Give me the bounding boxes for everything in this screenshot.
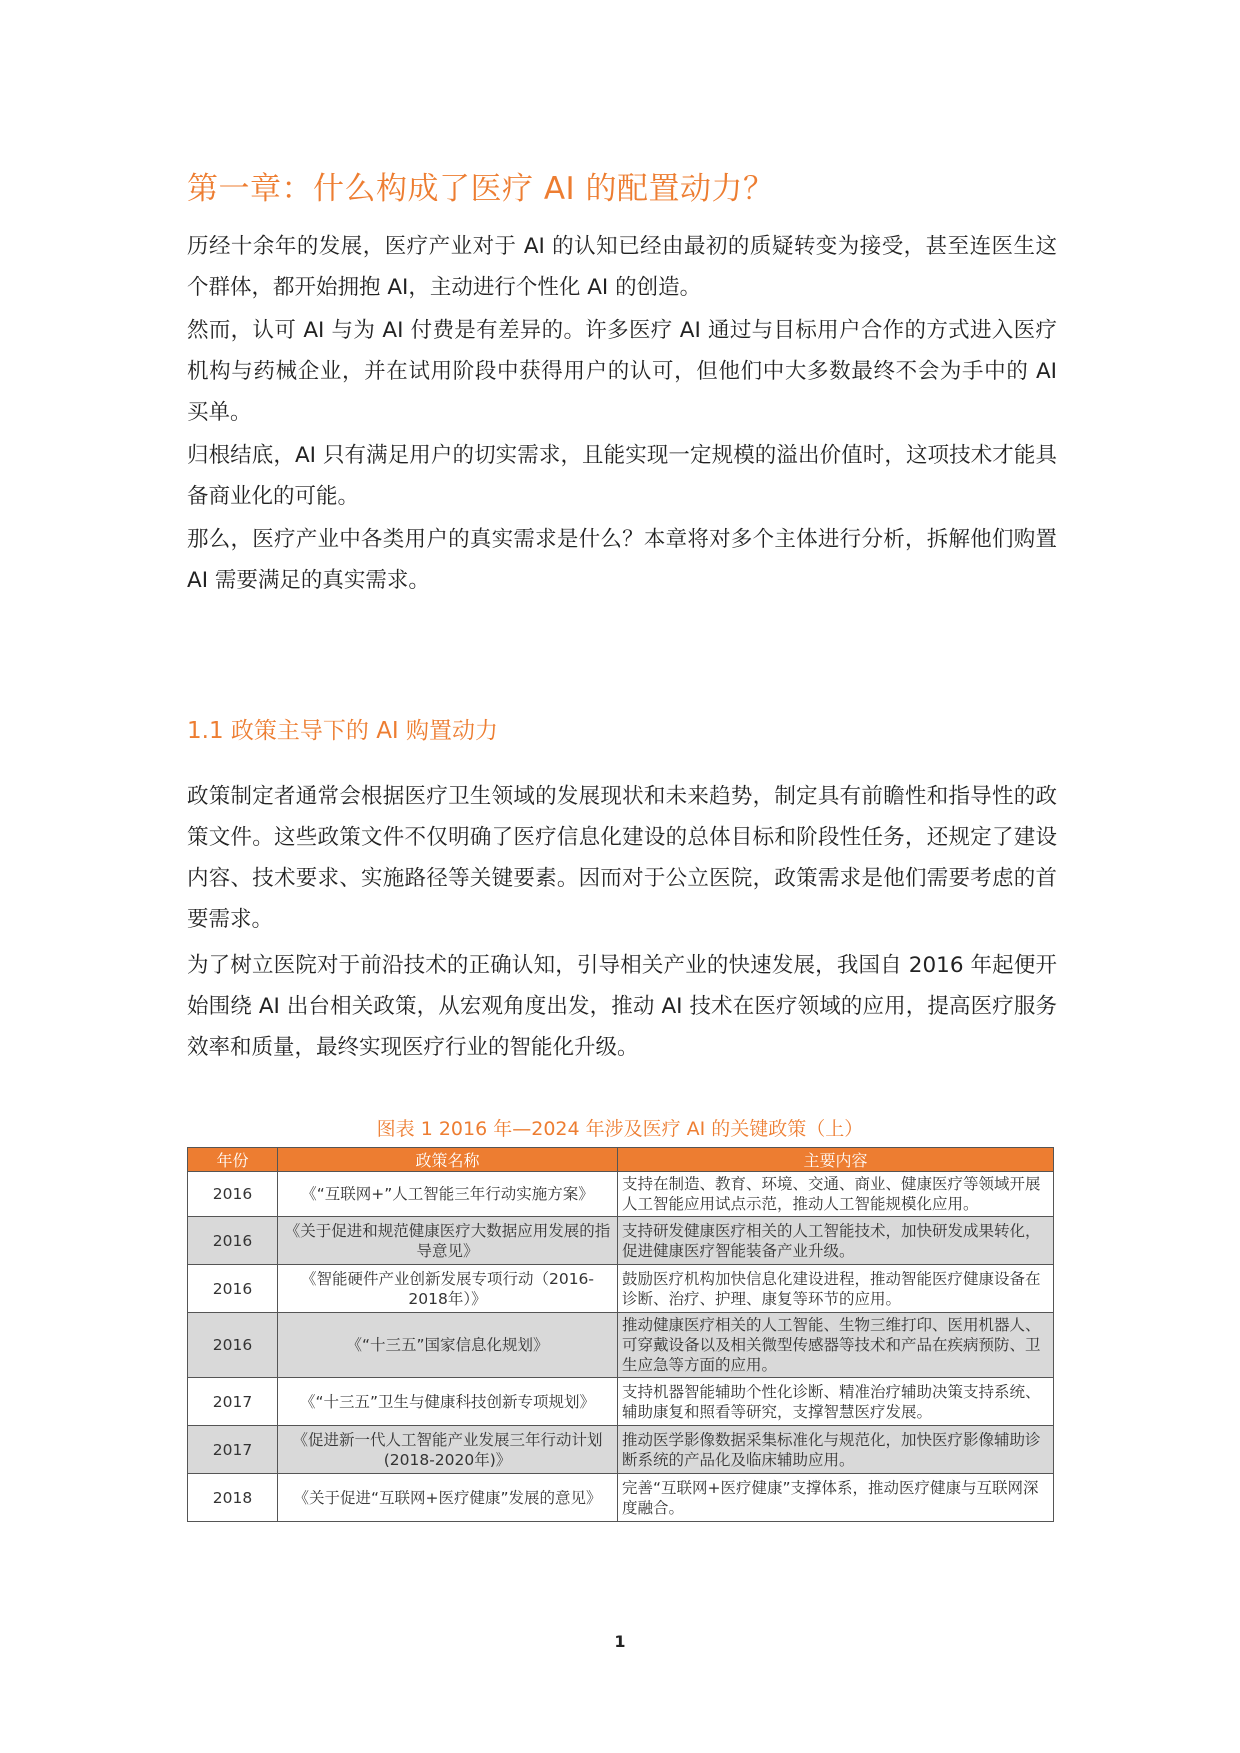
cell-policy-name: 《关于促进和规范健康医疗大数据应用发展的指导意见》: [278, 1217, 618, 1265]
cell-content: 鼓励医疗机构加快信息化建设进程，推动智能医疗健康设备在诊断、治疗、护理、康复等环节的应用。: [618, 1265, 1054, 1313]
cell-policy-name: 《智能硬件产业创新发展专项行动（2016-2018年）》: [278, 1265, 618, 1313]
cell-year: 2017: [188, 1378, 278, 1426]
cell-policy-name: 《促进新一代人工智能产业发展三年行动计划(2018-2020年)》: [278, 1426, 618, 1474]
cell-policy-name: 《“十三五”卫生与健康科技创新专项规划》: [278, 1378, 618, 1426]
page-number: 1: [614, 1632, 626, 1651]
table-row: [188, 1426, 1054, 1474]
paragraph: 那么，医疗产业中各类用户的真实需求是什么？本章将对多个主体进行分析，拆解他们购置 AI 需要满足的真实需求。: [187, 527, 1057, 593]
cell-year: 2017: [188, 1426, 278, 1474]
cell-content: 推动健康医疗相关的人工智能、生物三维打印、医用机器人、可穿戴设备以及相关微型传感器等技术和产品在疾病预防、卫生应急等方面的应用。: [618, 1313, 1054, 1378]
section-title: 1.1 政策主导下的 AI 购置动力: [187, 718, 499, 744]
cell-year: 2016: [188, 1265, 278, 1313]
paragraph: 归根结底，AI 只有满足用户的切实需求，且能实现一定规模的溢出价值时，这项技术才能具备商业化的可能。: [187, 443, 1057, 509]
cell-year: 2018: [188, 1474, 278, 1522]
table-row: [188, 1313, 1054, 1378]
cell-policy-name: 《“互联网+”人工智能三年行动实施方案》: [278, 1172, 618, 1217]
cell-year: 2016: [188, 1313, 278, 1378]
cell-content: 支持研发健康医疗相关的人工智能技术，加快研发成果转化，促进健康医疗智能装备产业升级。: [618, 1217, 1054, 1265]
header-policy-name: 政策名称: [278, 1148, 618, 1172]
table-row: [188, 1172, 1054, 1217]
header-year: 年份: [188, 1148, 278, 1172]
cell-policy-name: 《关于促进“互联网+医疗健康”发展的意见》: [278, 1474, 618, 1522]
table-row: [188, 1378, 1054, 1426]
cell-year: 2016: [188, 1217, 278, 1265]
paragraph: 然而，认可 AI 与为 AI 付费是有差异的。许多医疗 AI 通过与目标用户合作的方式进入医疗机构与药械企业，并在试用阶段中获得用户的认可，但他们中大多数最终不会为手中的 AI 买单。: [187, 318, 1057, 425]
table-header-row: [188, 1148, 1054, 1172]
cell-content: 支持在制造、教育、环境、交通、商业、健康医疗等领域开展人工智能应用试点示范，推动人工智能规模化应用。: [618, 1172, 1054, 1217]
table-row: [188, 1474, 1054, 1522]
cell-content: 完善“互联网+医疗健康”支撑体系，推动医疗健康与互联网深度融合。: [618, 1474, 1054, 1522]
table-row: [188, 1217, 1054, 1265]
paragraph: 为了树立医院对于前沿技术的正确认知，引导相关产业的快速发展，我国自 2016 年起便开始围绕 AI 出台相关政策，从宏观角度出发，推动 AI 技术在医疗领域的应用，提高医疗服务效率和质量，最终实现医疗行业的智能化升级。: [187, 953, 1057, 1060]
table-caption: 图表 1 2016 年—2024 年涉及医疗 AI 的关键政策（上）: [376, 1118, 864, 1140]
cell-content: 支持机器智能辅助个性化诊断、精准治疗辅助决策支持系统、辅助康复和照看等研究，支撑智慧医疗发展。: [618, 1378, 1054, 1426]
header-main-content: 主要内容: [618, 1148, 1054, 1172]
cell-policy-name: 《“十三五”国家信息化规划》: [278, 1313, 618, 1378]
paragraph: 历经十余年的发展，医疗产业对于 AI 的认知已经由最初的质疑转变为接受，甚至连医生这个群体，都开始拥抱 AI，主动进行个性化 AI 的创造。: [187, 234, 1057, 300]
cell-content: 推动医学影像数据采集标准化与规范化，加快医疗影像辅助诊断系统的产品化及临床辅助应用。: [618, 1426, 1054, 1474]
paragraph: 政策制定者通常会根据医疗卫生领域的发展现状和未来趋势，制定具有前瞻性和指导性的政策文件。这些政策文件不仅明确了医疗信息化建设的总体目标和阶段性任务，还规定了建设内容、技术要求、实施路径等关键要素。因而对于公立医院，政策需求是他们需要考虑的首要需求。: [187, 784, 1057, 932]
cell-year: 2016: [188, 1172, 278, 1217]
policy-table: [187, 1147, 1054, 1522]
table-row: [188, 1265, 1054, 1313]
chapter-title: 第一章：什么构成了医疗 AI 的配置动力？: [187, 171, 775, 207]
